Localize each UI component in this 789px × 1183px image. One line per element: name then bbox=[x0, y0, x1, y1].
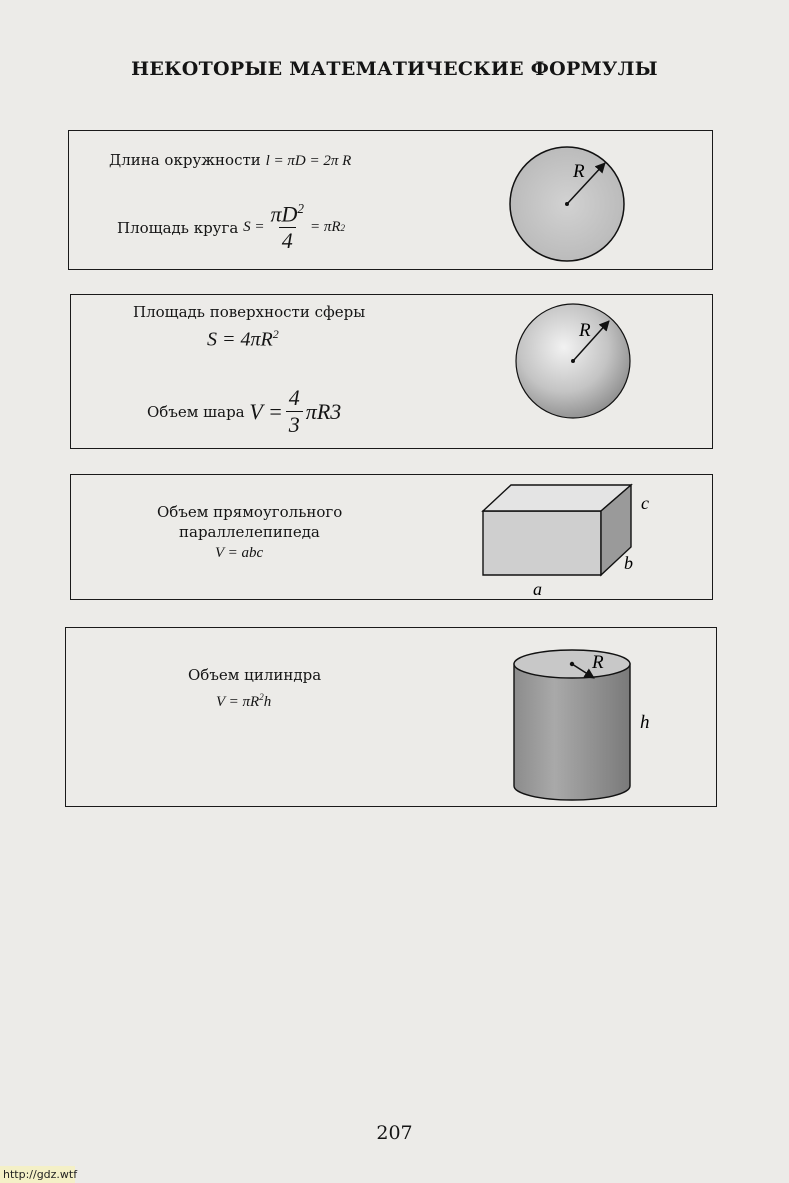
page-number: 207 bbox=[376, 1122, 413, 1144]
sphere-formulas-box bbox=[70, 294, 713, 449]
circle-area-numerator: πD bbox=[270, 201, 298, 227]
circle-area-line bbox=[117, 201, 345, 254]
sphere-volume-line bbox=[147, 385, 341, 438]
box-edge-a: a bbox=[533, 579, 542, 599]
sphere-surface-exp: 2 bbox=[272, 327, 279, 341]
sphere-volume-numerator: 4 bbox=[288, 385, 300, 410]
sphere-volume-label: Объем шара bbox=[147, 402, 245, 421]
circle-radius-label: R bbox=[573, 161, 585, 182]
sphere-volume-fraction bbox=[286, 385, 303, 438]
box-formula: V = abc bbox=[215, 545, 264, 561]
sphere-surface-label: Площадь поверхности сферы bbox=[133, 303, 366, 321]
sphere-surface-line bbox=[207, 327, 279, 352]
circle-area-rhs-exp: 2 bbox=[340, 222, 346, 233]
circle-area-fraction bbox=[267, 201, 307, 254]
sphere-figure bbox=[511, 301, 641, 431]
circumference-formula: l = πD = 2π R bbox=[265, 153, 352, 169]
box-label-line2: параллелепипеда bbox=[179, 523, 320, 541]
circle-formulas-box bbox=[68, 130, 713, 270]
box-formulas-box bbox=[70, 474, 713, 600]
cylinder-figure bbox=[506, 636, 666, 816]
circumference-line bbox=[109, 151, 351, 170]
circle-area-denominator: 4 bbox=[279, 227, 296, 254]
circle-area-label: Площадь круга bbox=[117, 218, 239, 237]
watermark-link[interactable]: http://gdz.wtf bbox=[0, 1166, 75, 1183]
circle-area-numerator-exp: 2 bbox=[297, 201, 304, 216]
cylinder-formula-tail: h bbox=[263, 694, 272, 710]
cylinder-radius-label: R bbox=[592, 652, 604, 673]
box-figure bbox=[471, 477, 671, 597]
box-front-face bbox=[483, 511, 601, 575]
circle-area-lhs: S = bbox=[243, 219, 265, 236]
sphere-radius-label: R bbox=[579, 320, 591, 341]
page-title: НЕКОТОРЫЕ МАТЕМАТИЧЕСКИЕ ФОРМУЛЫ bbox=[131, 58, 658, 80]
cylinder-body bbox=[514, 664, 630, 800]
cylinder-height-label: h bbox=[640, 712, 650, 733]
cylinder-formulas-box bbox=[65, 627, 717, 807]
box-edge-b: b bbox=[624, 553, 633, 573]
sphere-volume-rhs: πR bbox=[305, 398, 331, 424]
sphere-volume-denominator: 3 bbox=[286, 411, 303, 438]
circle-area-rhs: = πR bbox=[309, 219, 341, 236]
box-label-line1: Объем прямоугольного bbox=[157, 503, 343, 521]
cylinder-formula-line bbox=[216, 692, 271, 711]
circumference-label: Длина окружности bbox=[109, 151, 261, 169]
circle-figure bbox=[505, 141, 635, 261]
cylinder-label: Объем цилиндра bbox=[188, 666, 322, 684]
box-edge-c: c bbox=[641, 493, 649, 513]
sphere-surface-formula: S = 4πR bbox=[207, 328, 273, 351]
sphere-volume-exp: 3 bbox=[330, 398, 342, 424]
cylinder-formula-exp: 2 bbox=[259, 692, 264, 702]
sphere-volume-lhs: V = bbox=[249, 398, 283, 424]
cylinder-formula: V = πR bbox=[216, 694, 260, 710]
